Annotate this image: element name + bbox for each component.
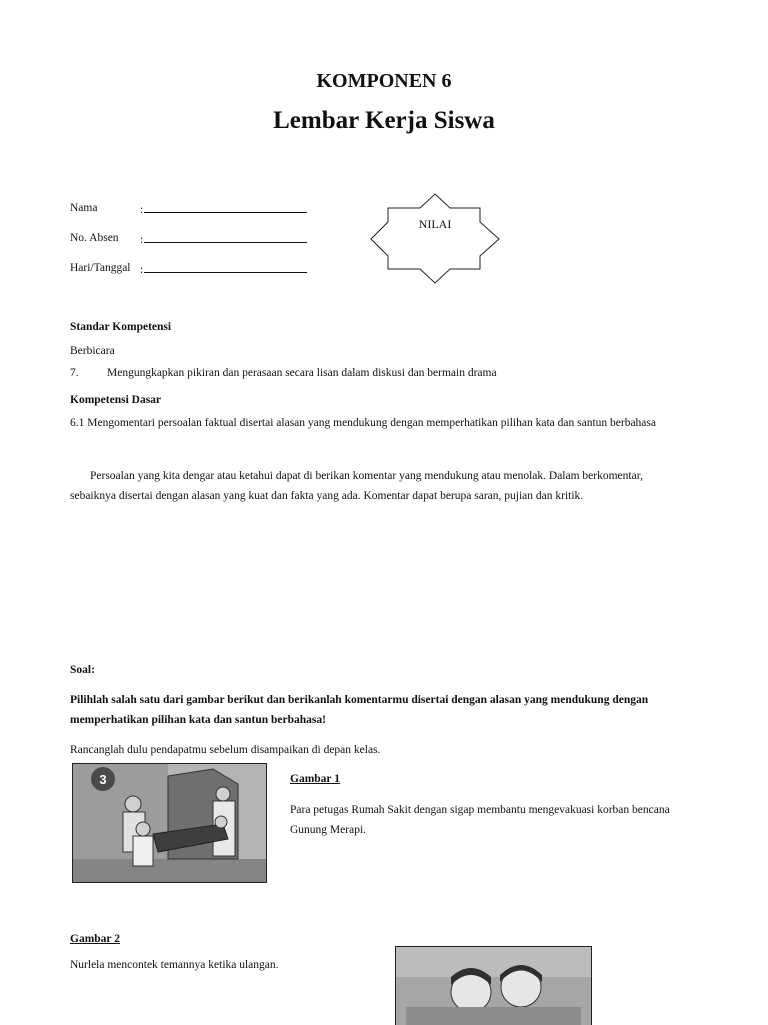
- standar-number: 7.: [70, 367, 79, 379]
- dasar-heading: Kompetensi Dasar: [70, 394, 162, 406]
- cheating-illustration: [396, 947, 591, 1025]
- field-label-nama: Nama: [70, 202, 98, 214]
- standar-heading: Standar Kompetensi: [70, 321, 172, 333]
- field-blank-line: [144, 231, 307, 243]
- field-tanggal[interactable]: [140, 261, 307, 277]
- soal-heading: Soal:: [70, 664, 95, 676]
- dasar-text: 6.1 Mengomentari persoalan faktual disertai alasan yang mendukung dengan memperhatikan pilihan kata dan santun berbahasa: [70, 417, 656, 429]
- gambar2-image: [395, 946, 592, 1025]
- gambar1-line-2: Gunung Merapi.: [290, 824, 367, 836]
- gambar1-line-1: Para petugas Rumah Sakit dengan sigap membantu mengevakuasi korban bencana: [290, 804, 670, 816]
- evacuation-illustration: [73, 764, 266, 882]
- field-label-absen: No. Absen: [70, 232, 119, 244]
- soal-note: Rancanglah dulu pendapatmu sebelum disampaikan di depan kelas.: [70, 744, 381, 756]
- soal-instruction-1: Pilihlah salah satu dari gambar berikut dan berikanlah komentarmu disertai dengan alasan yang mendukung dengan: [70, 694, 649, 706]
- gambar1-badge: 3: [99, 772, 107, 787]
- gambar2-text: Nurlela mencontek temannya ketika ulangan.: [70, 959, 279, 971]
- field-colon: :: [140, 264, 144, 276]
- page-title: Lembar Kerja Siswa: [273, 107, 495, 134]
- intro-line-2: sebaiknya disertai dengan alasan yang kuat dan fakta yang ada. Komentar dapat berupa saran, pujian dan kritik.: [70, 490, 584, 502]
- standar-text: Mengungkapkan pikiran dan perasaan secara lisan dalam diskusi dan bermain drama: [107, 367, 497, 379]
- score-star-box: [368, 192, 502, 286]
- field-colon: :: [140, 234, 144, 246]
- gambar1-image: [72, 763, 267, 883]
- field-blank-line: [144, 261, 307, 273]
- field-colon: :: [140, 204, 144, 216]
- score-label: NILAI: [418, 217, 452, 231]
- star-outline: [371, 194, 499, 283]
- field-nama[interactable]: [140, 201, 307, 217]
- gambar2-label: Gambar 2: [70, 933, 120, 945]
- field-blank-line: [144, 201, 307, 213]
- standar-subject: Berbicara: [70, 345, 115, 357]
- gambar1-label: Gambar 1: [290, 773, 340, 785]
- intro-line-1: Persoalan yang kita dengar atau ketahui dapat di berikan komentar yang mendukung atau menolak. Dalam berkomentar,: [90, 470, 643, 482]
- soal-instruction-2: memperhatikan pilihan kata dan santun berbahasa!: [70, 714, 326, 726]
- field-absen[interactable]: [140, 231, 307, 247]
- field-label-tanggal: Hari/Tanggal: [70, 262, 131, 274]
- component-heading: KOMPONEN 6: [316, 70, 452, 92]
